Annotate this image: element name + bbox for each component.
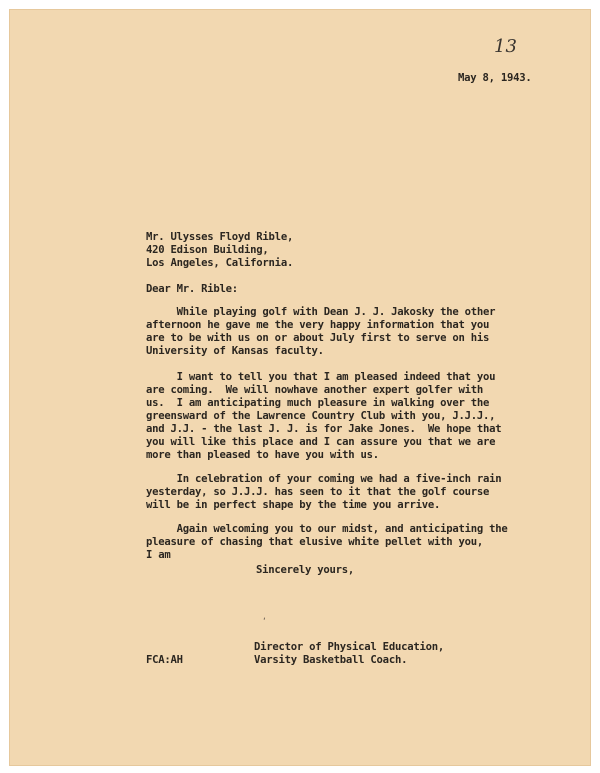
paragraph-2-line-6: you will like this place and I can assure you that we are	[146, 436, 496, 448]
recipient-city: Los Angeles, California.	[146, 257, 294, 269]
paragraph-2-line-1: I want to tell you that I am pleased indeed that you	[146, 371, 496, 383]
paragraph-4-line-3: I am	[146, 549, 171, 561]
paragraph-1-line-2: afternoon he gave me the very happy information that you	[146, 319, 490, 331]
paragraph-3-line-2: yesterday, so J.J.J. has seen to it that the golf course	[146, 486, 490, 498]
paragraph-3-line-1: In celebration of your coming we had a five-inch rain	[146, 473, 502, 485]
signature-title-line-2: Varsity Basketball Coach.	[254, 654, 408, 666]
paragraph-2-line-7: more than pleased to have you with us.	[146, 449, 379, 461]
signature-title-line-1: Director of Physical Education,	[254, 641, 444, 653]
letter-date: May 8, 1943.	[458, 72, 532, 84]
pen-tick-mark: ‘	[263, 617, 266, 627]
paragraph-4-line-2: pleasure of chasing that elusive white pellet with you,	[146, 536, 484, 548]
paragraph-1-line-4: University of Kansas faculty.	[146, 345, 324, 357]
paragraph-4-line-1: Again welcoming you to our midst, and anticipating the	[146, 523, 508, 535]
paragraph-1-line-3: are to be with us on or about July first to serve on his	[146, 332, 490, 344]
paragraph-2-line-2: are coming. We will nowhave another expert golfer with	[146, 384, 484, 396]
typist-initials: FCA:AH	[146, 654, 183, 666]
paragraph-2-line-3: us. I am anticipating much pleasure in walking over the	[146, 397, 490, 409]
recipient-street: 420 Edison Building,	[146, 244, 269, 256]
salutation: Dear Mr. Rible:	[146, 283, 238, 295]
closing: Sincerely yours,	[256, 564, 355, 576]
paragraph-2-line-4: greensward of the Lawrence Country Club with you, J.J.J.,	[146, 410, 496, 422]
recipient-name: Mr. Ulysses Floyd Rible,	[146, 231, 294, 243]
page-number: 13	[494, 36, 517, 57]
paragraph-3-line-3: will be in perfect shape by the time you arrive.	[146, 499, 441, 511]
paragraph-1-line-1: While playing golf with Dean J. J. Jakosky the other	[146, 306, 496, 318]
paragraph-2-line-5: and J.J. - the last J. J. is for Jake Jones. We hope that	[146, 423, 502, 435]
